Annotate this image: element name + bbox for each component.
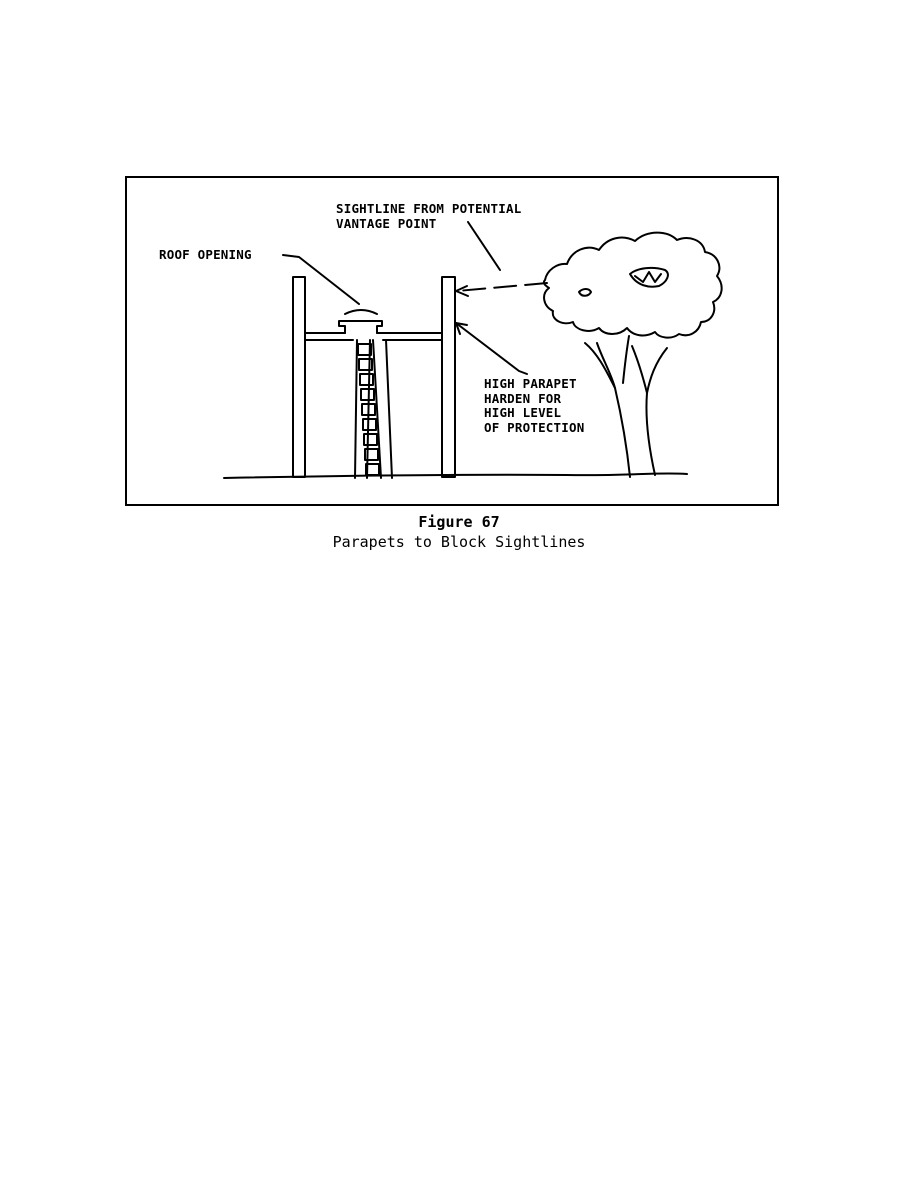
parapet-leader xyxy=(456,323,527,374)
sightline xyxy=(457,283,547,291)
figure-number: Figure 67 xyxy=(418,513,500,531)
high-parapet-label: HIGH PARAPET HARDEN FOR HIGH LEVEL OF PROTECTION xyxy=(484,376,585,435)
left-parapet-wall xyxy=(293,277,305,477)
figure-frame xyxy=(125,176,779,506)
ladder xyxy=(355,340,392,478)
tree-trunk xyxy=(597,343,667,477)
canopy-hole-small xyxy=(579,289,591,296)
roof-opening-leader xyxy=(283,255,359,304)
parapet-leader-head xyxy=(456,323,467,334)
tree-canopy xyxy=(544,233,722,338)
right-parapet-wall xyxy=(442,277,455,477)
roof-slab xyxy=(305,333,442,340)
roof-opening-label: ROOF OPENING xyxy=(159,247,252,262)
figure-title: Parapets to Block Sightlines xyxy=(332,533,586,551)
sightline-label: SIGHTLINE FROM POTENTIAL VANTAGE POINT xyxy=(336,201,522,231)
roof-hatch xyxy=(339,321,382,333)
tree-branches xyxy=(585,336,647,393)
roof-opening-arc xyxy=(345,310,377,314)
